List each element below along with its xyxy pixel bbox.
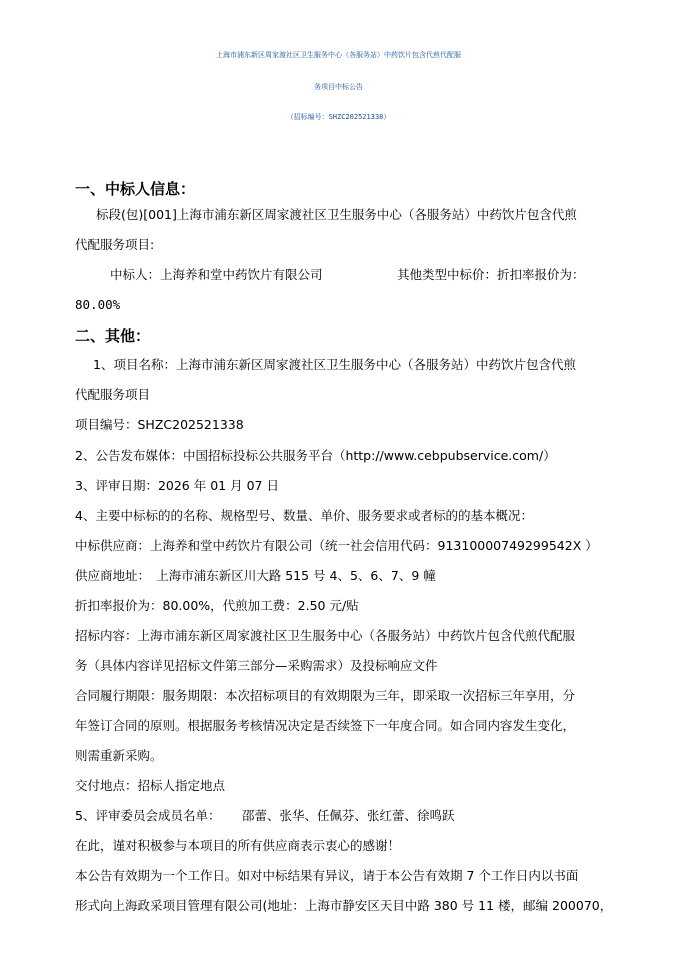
project-name-line-1: 1、项目名称：上海市浦东新区周家渡社区卫生服务中心（各服务站）中药饮片包含代煎 — [93, 357, 576, 372]
winning-supplier: 中标供应商：上海养和堂中药饮片有限公司（统一社会信用代码：91310000749299542X ） — [75, 538, 598, 553]
section-heading-winner-info: 一、中标人信息： — [75, 180, 196, 198]
tender-number: （招标编号：SHZC202521338） — [286, 113, 391, 121]
review-date: 3、评审日期：2026 年 01 月 07 日 — [75, 478, 279, 493]
validity-line-1: 本公告有效期为一个工作日。如对中标结果有异议，请于本公告有效期 7 个工作日内以书面 — [75, 868, 579, 883]
discount-rate: 折扣率报价为：80.00%，代煎加工费：2.50 元/贴 — [75, 598, 359, 613]
subject-overview-label: 4、主要中标标的的名称、规格型号、数量、单价、服务要求或者标的的基本概况： — [75, 508, 533, 523]
project-number: 项目编号：SHZC202521338 — [75, 417, 244, 432]
committee-members: 邵蕾、张华、任佩芬、张红蕾、徐鸣跃 — [242, 808, 455, 823]
announcement-title-line1: 上海市浦东新区周家渡社区卫生服务中心（各服务站）中药饮片包含代煎代配服 — [216, 51, 461, 59]
publication-media: 2、公告发布媒体：中国招标投标公共服务平台（http://www.cebpubservice.com/） — [75, 448, 556, 463]
lot-line-2: 代配服务项目: — [75, 237, 155, 252]
announcement-title-line2: 务项目中标公告 — [314, 83, 363, 91]
price-value: 80.00% — [75, 297, 121, 312]
price-type-label: 其他类型中标价：折扣率报价为： — [397, 267, 585, 282]
winner-name: 中标人：上海养和堂中药饮片有限公司 — [110, 267, 323, 282]
supplier-address: 供应商地址： 上海市浦东新区川大路 515 号 4、5、6、7、9 幢 — [75, 568, 436, 583]
thanks-note: 在此，谨对积极参与本项目的所有供应商表示衷心的感谢！ — [75, 838, 401, 853]
delivery-location: 交付地点：招标人指定地点 — [75, 778, 226, 793]
committee-label: 5、评审委员会成员名单： — [75, 808, 221, 823]
project-name-line-2: 代配服务项目 — [75, 387, 151, 402]
lot-line-1: 标段(包)[001]上海市浦东新区周家渡社区卫生服务中心（各服务站）中药饮片包含代煎 — [96, 207, 577, 222]
contract-term-line-3: 则需重新采购。 — [75, 748, 163, 763]
contract-term-line-2: 年签订合同的原则。根据服务考核情况决定是否续签下一年度合同。如合同内容发生变化， — [75, 718, 576, 733]
tender-content-line-1: 招标内容：上海市浦东新区周家渡社区卫生服务中心（各服务站）中药饮片包含代煎代配服 — [75, 628, 576, 643]
validity-line-2: 形式向上海政采项目管理有限公司(地址：上海市静安区天目中路 380 号 11 楼，邮编 200070， — [75, 898, 613, 913]
section-heading-other: 二、其他： — [75, 327, 151, 345]
contract-term-line-1: 合同履行期限：服务期限：本次招标项目的有效期限为三年，即采取一次招标三年享用，分 — [75, 688, 576, 703]
tender-content-line-2: 务（具体内容详见招标文件第三部分—采购需求）及投标响应文件 — [75, 658, 438, 673]
